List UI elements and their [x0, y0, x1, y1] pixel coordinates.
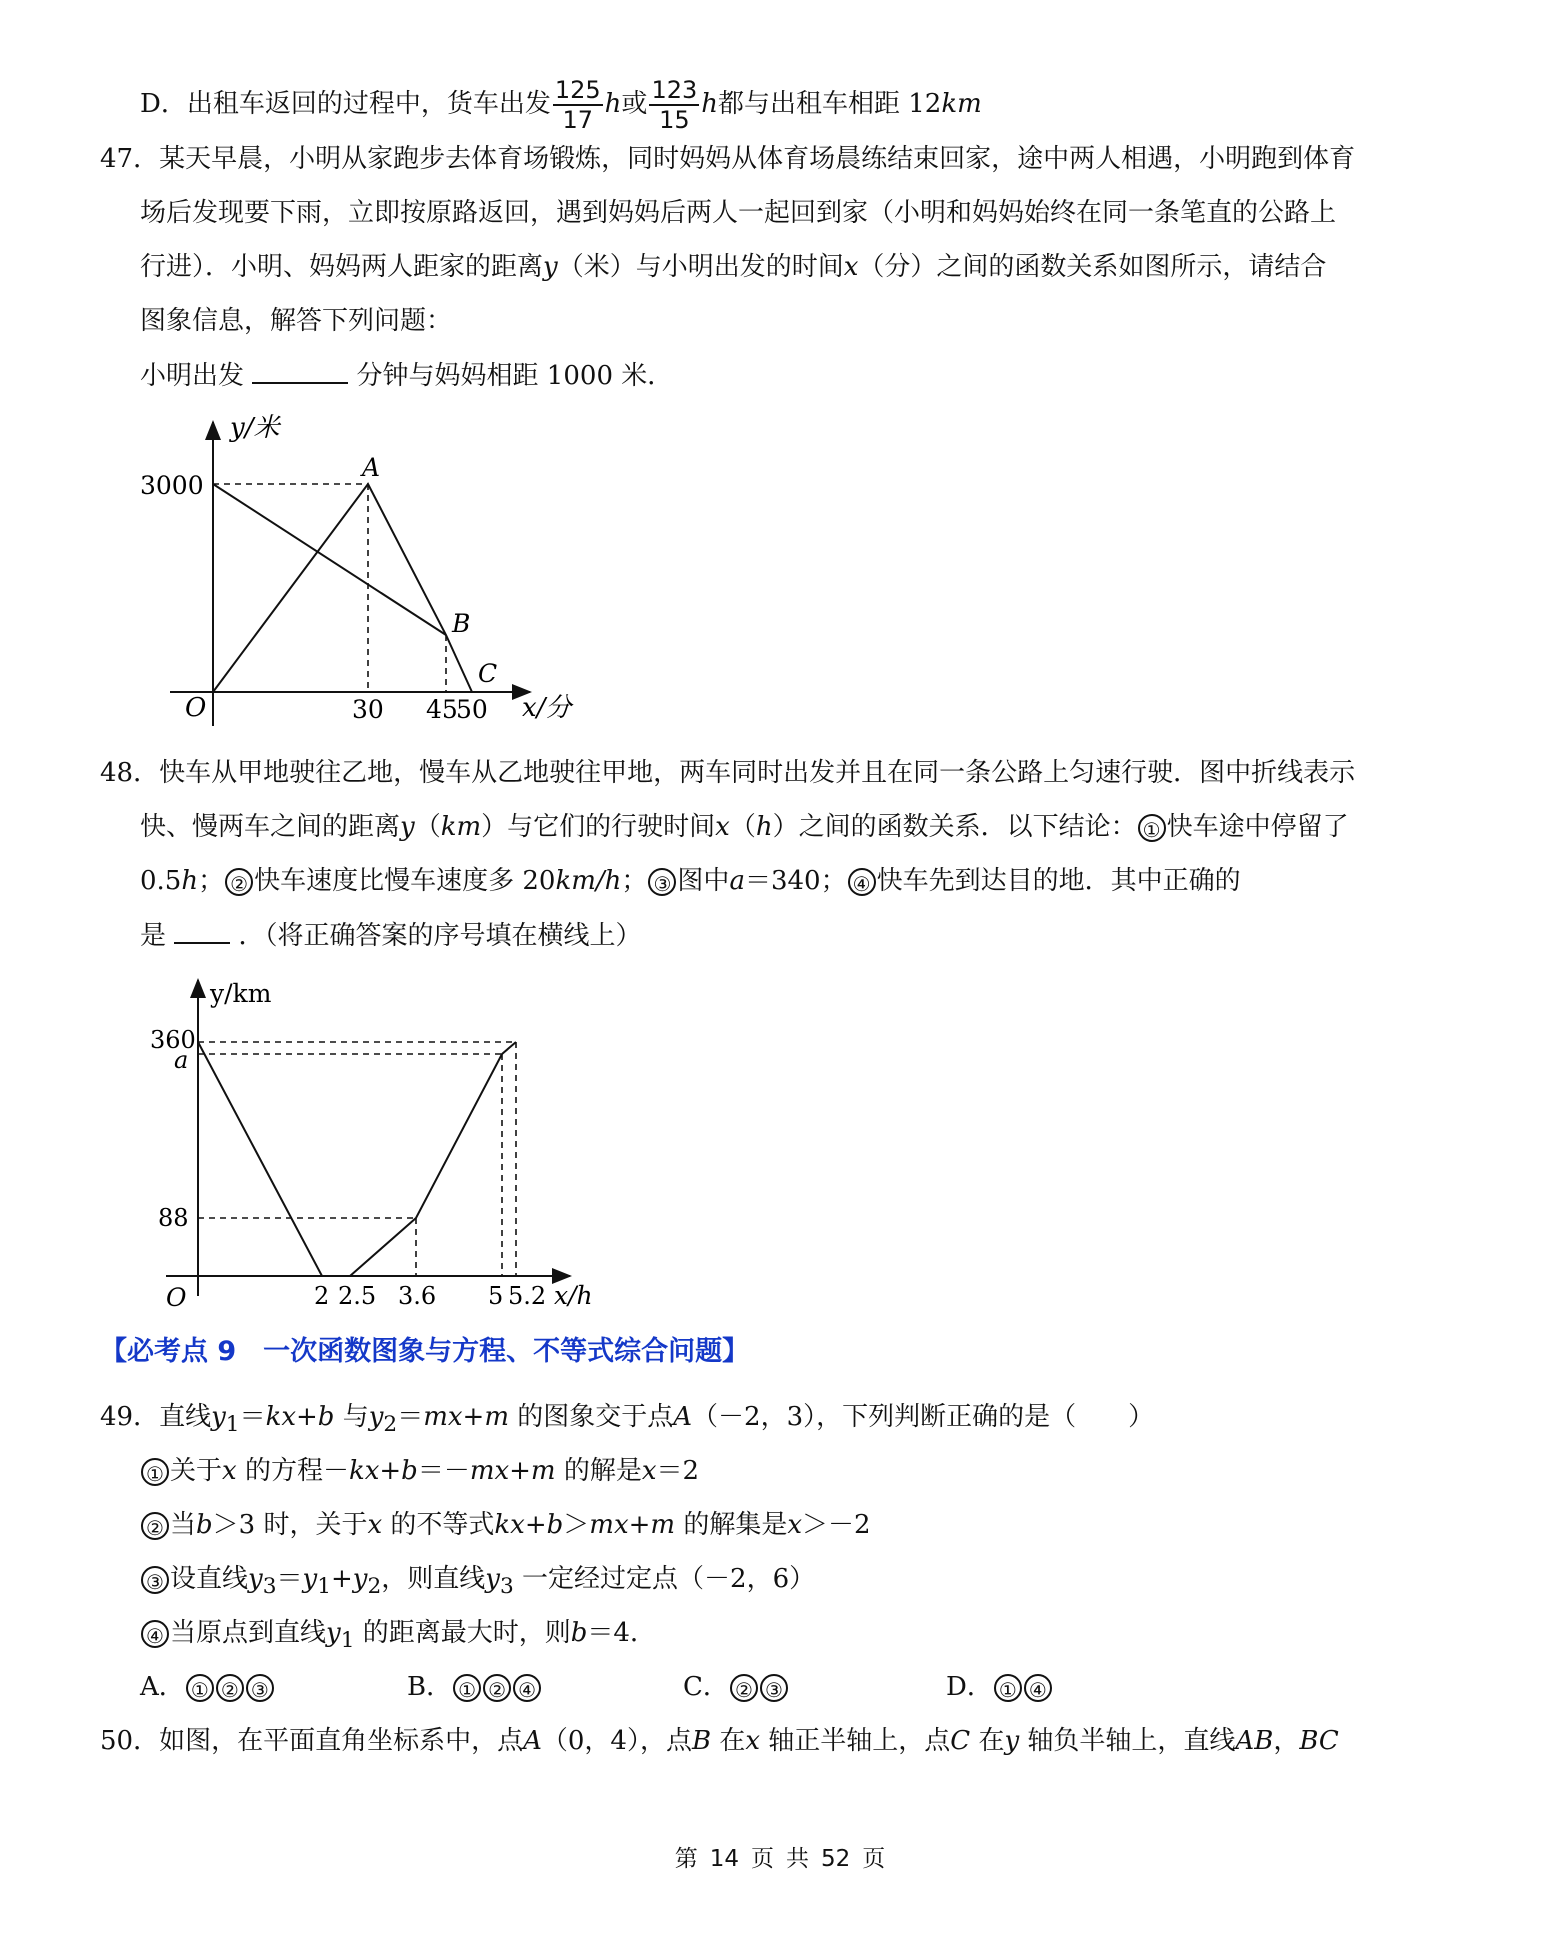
q47-line-3: 行进）．小明、妈妈两人距家的距离y（米）与小明出发的时间x（分）之间的函数关系如图所示，请结合: [140, 252, 1327, 282]
q49-choice-d[interactable]: D． ① ④: [946, 1670, 1053, 1704]
fraction-123-15: $\frac{123}{15}$: [651, 76, 698, 134]
q48-line-3: 0.5h； ② 快车速度比慢车速度多 20km/h； ③ 图中a＝340； ④ 快车先到达目的地．其中正确的: [140, 866, 1241, 896]
q48-line-2: 快、慢两车之间的距离y（km）与它们的行驶时间x（h）之间的函数关系．以下结论： ① 快车途中停留了: [140, 812, 1349, 842]
q49-choice-c[interactable]: C． ② ③: [683, 1670, 789, 1704]
y-axis-label: y/米: [230, 413, 280, 443]
q49-statement-3: ③ 设直线$y_3=y_1+y_2$，则直线$y_3$ 一定经过定点（－2，6）: [140, 1562, 815, 1604]
current-page: 14: [709, 1846, 739, 1872]
mom-line: [213, 484, 446, 635]
q49-stem: 49．直线$y_1=kx+b$ 与$y_2=mx+m$ 的图象交于点A（－2，3），下列判断正确的是（ ）: [100, 1402, 1155, 1438]
graph-48: [130, 970, 600, 1310]
distance-line: [198, 1042, 516, 1276]
point-a-label: A: [362, 453, 381, 482]
q49-choice-a[interactable]: A． ① ② ③: [140, 1670, 275, 1704]
origin-label: O: [166, 1283, 187, 1310]
q48-line-1: 48．快车从甲地驶往乙地，慢车从乙地驶往甲地，两车同时出发并且在同一条公路上匀速行驶．图中折线表示: [100, 758, 1356, 788]
q49-statement-2: ② 当b＞3 时，关于x 的不等式kx+b＞mx+m 的解集是x＞－2: [140, 1508, 871, 1542]
x-tick-5: 5: [488, 1282, 504, 1310]
q47-line-4: 图象信息，解答下列问题：: [140, 306, 453, 336]
q49-statement-1: ① 关于x 的方程－kx+b＝－mx+m 的解是x＝2: [140, 1454, 699, 1488]
graph-47: [130, 410, 590, 730]
origin-label: O: [185, 693, 207, 723]
answer-blank[interactable]: [174, 918, 230, 944]
page-footer: 第 14 页 共 52 页: [674, 1846, 886, 1872]
q50-stem: 50．如图，在平面直角坐标系中，点A（0，4），点B 在x 轴正半轴上，点C 在y 轴负半轴上，直线AB，BC: [100, 1726, 1339, 1756]
x-tick-2: 2: [314, 1282, 330, 1310]
x-axis-label: x/分: [522, 693, 572, 723]
y-tick-88: 88: [158, 1204, 189, 1232]
y-tick-3000: 3000: [140, 471, 204, 500]
answer-blank[interactable]: [252, 358, 348, 384]
x-tick-50: 50: [456, 695, 488, 724]
point-b-label: B: [452, 609, 471, 638]
x-tick-3-6: 3.6: [398, 1282, 437, 1310]
y-tick-a: a: [174, 1046, 189, 1074]
q47-line-5: 小明出发 分钟与妈妈相距 1000 米．: [140, 358, 673, 393]
x-tick-30: 30: [352, 695, 384, 724]
x-tick-45: 45: [426, 695, 458, 724]
q47-line-1: 47．某天早晨，小明从家跑步去体育场锻炼，同时妈妈从体育场晨练结束回家，途中两人相遇，小明跑到体育: [100, 144, 1356, 174]
xiaoming-line: [213, 484, 472, 692]
section-heading-9: 【必考点 9 一次函数图象与方程、不等式综合问题】: [100, 1336, 750, 1367]
q47-line-2: 场后发现要下雨，立即按原路返回，遇到妈妈后两人一起回到家（小明和妈妈始终在同一条笔直的公路上: [140, 198, 1337, 228]
q49-statement-4: ④ 当原点到直线$y_1$ 的距离最大时，则b＝4．: [140, 1616, 656, 1658]
q49-choice-b[interactable]: B． ① ② ④: [407, 1670, 542, 1704]
point-c-label: C: [478, 659, 498, 688]
y-tick-360: 360: [150, 1026, 196, 1054]
x-tick-2-5: 2.5: [338, 1282, 377, 1310]
fraction-125-17: $\frac{125}{17}$: [554, 76, 601, 134]
total-pages: 52: [821, 1846, 851, 1872]
y-axis-label: y/km: [210, 979, 272, 1008]
q48-line-4: 是 ．（将正确答案的序号填在横线上）: [140, 918, 642, 953]
x-axis-label: x/h: [554, 1281, 593, 1310]
x-tick-5-2: 5.2: [508, 1282, 547, 1310]
q46-option-d: D．出租车返回的过程中，货车出发 $\frac{125}{17}$ h或 $\frac{123}{15}$ h都与出租车相距 12km: [140, 76, 982, 134]
